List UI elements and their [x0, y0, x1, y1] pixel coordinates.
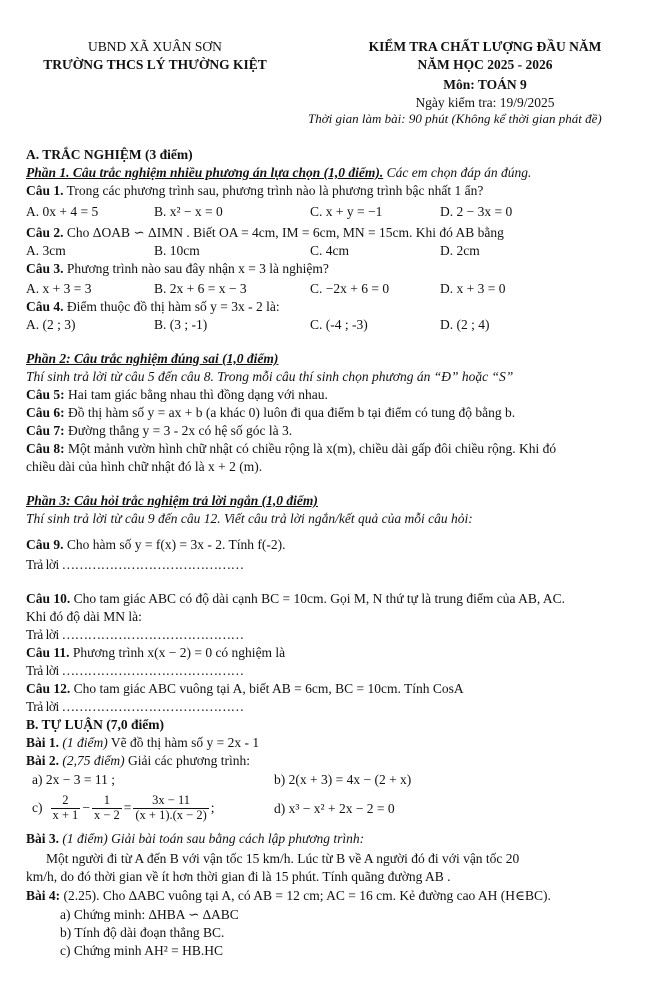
q3-option-a: A. x + 3 = 3 — [26, 281, 92, 296]
part-b-title: B. TỰ LUẬN (7,0 điểm) — [26, 717, 164, 732]
q5-label: Câu 5: — [26, 387, 65, 402]
school-year: NĂM HỌC 2025 - 2026 — [417, 57, 553, 72]
part3-title: Phần 3: Câu hỏi trắc nghiệm trả lời ngắn (1,0 điểm) — [26, 493, 318, 508]
b2-text: Giải các phương trình: — [124, 753, 251, 768]
q11-text: Phương trình x(x − 2) = 0 có nghiệm là — [69, 645, 286, 660]
b4-part-c: c) Chứng minh AH² = HB.HC — [60, 943, 223, 958]
q3-option-b: B. 2x + 6 = x − 3 — [154, 281, 247, 296]
q11-label: Câu 11. — [26, 645, 70, 660]
b3-text-1: Một người đi từ A đến B với vận tốc 15 km/h. Lúc từ B về A người đó đi với vận tốc 20 — [46, 851, 520, 866]
question-6 — [26, 406, 515, 420]
part1-heading — [26, 166, 531, 180]
part2-instruction: Thí sinh trả lời từ câu 5 đến câu 8. Trong mỗi câu thí sinh chọn phương án “Đ” hoặc “S” — [26, 369, 514, 384]
question-2 — [26, 226, 504, 240]
b4-part-b: b) Tính độ dài đoạn thẳng BC. — [60, 925, 225, 940]
school-name: TRƯỜNG THCS LÝ THƯỜNG KIỆT — [43, 57, 267, 72]
q7-label: Câu 7: — [26, 423, 65, 438]
exam-title: KIỂM TRA CHẤT LƯỢNG ĐẦU NĂM — [368, 39, 602, 54]
q12-label: Câu 12. — [26, 681, 71, 696]
fraction-1-num: 2 — [51, 794, 81, 808]
q3-option-d: D. x + 3 = 0 — [440, 281, 506, 296]
q2-label: Câu 2. — [26, 225, 64, 240]
q1-label: Câu 1. — [26, 183, 64, 198]
question-7 — [26, 424, 292, 438]
part2-title: Phần 2: Câu trắc nghiệm đúng sai (1,0 điểm) — [26, 351, 279, 366]
exam-date: Ngày kiểm tra: 19/9/2025 — [415, 95, 555, 110]
essay-4 — [26, 889, 551, 903]
q12-answer-line[interactable]: Trả lời …………………………………… — [26, 699, 244, 714]
b2-part-a: a) 2x − 3 = 11 ; — [32, 772, 115, 787]
q3-text: Phương trình nào sau đây nhận x = 3 là nghiệm? — [63, 261, 329, 276]
fraction-1 — [51, 794, 81, 821]
question-5 — [26, 388, 328, 402]
question-4 — [26, 300, 280, 314]
question-10 — [26, 592, 565, 606]
q8-text: Một mảnh vườn hình chữ nhật có chiều rộng là x(m), chiều dài gấp đôi chiều rộng. Khi đó — [64, 441, 557, 456]
q4-option-d: D. (2 ; 4) — [440, 317, 490, 332]
q4-option-b: B. (3 ; -1) — [154, 317, 208, 332]
question-8 — [26, 442, 556, 456]
part1-instruction: Các em chọn đáp án đúng. — [383, 165, 532, 180]
b3-score: (1 điểm) Giải bài toán sau bằng cách lập phương trình: — [59, 831, 365, 846]
q6-label: Câu 6: — [26, 405, 65, 420]
q1-option-a: A. 0x + 4 = 5 — [26, 204, 99, 219]
q7-text: Đường thẳng y = 3 - 2x có hệ số góc là 3. — [64, 423, 293, 438]
school-district: UBND XÃ XUÂN SƠN — [88, 39, 222, 54]
b2-score: (2,75 điểm) — [59, 753, 125, 768]
q2-option-d: D. 2cm — [440, 243, 480, 258]
q9-answer-line[interactable]: Trả lời …………………………………… — [26, 557, 244, 572]
q4-option-a: A. (2 ; 3) — [26, 317, 76, 332]
part3-instruction: Thí sinh trả lời từ câu 9 đến câu 12. Viết câu trả lời ngắn/kết quả của mỗi câu hỏi: — [26, 511, 473, 526]
question-3 — [26, 262, 329, 276]
part-a-title: A. TRẮC NGHIỆM (3 điểm) — [26, 147, 193, 162]
b3-text-2: km/h, do đó thời gian về ít hơn thời gian đi là 15 phút. Tính quãng đường AB . — [26, 869, 451, 884]
q3-option-c: C. −2x + 6 = 0 — [310, 281, 390, 296]
question-9 — [26, 538, 285, 552]
question-12 — [26, 682, 464, 696]
q8-label: Câu 8: — [26, 441, 65, 456]
b2-part-b: b) 2(x + 3) = 4x − (2 + x) — [274, 772, 412, 787]
question-1 — [26, 184, 483, 198]
q10-label: Câu 10. — [26, 591, 71, 606]
fraction-3 — [133, 794, 208, 821]
b1-label: Bài 1. — [26, 735, 60, 750]
q1-option-c: C. x + y = −1 — [310, 204, 383, 219]
q6-text: Đồ thị hàm số y = ax + b (a khác 0) luôn đi qua điểm b tại điểm có tung độ bằng b. — [64, 405, 516, 420]
subject: Môn: TOÁN 9 — [443, 77, 527, 92]
q10-answer-line[interactable]: Trả lời …………………………………… — [26, 627, 244, 642]
q10-text-continued: Khi đó độ dài MN là: — [26, 609, 142, 624]
q2-option-a: A. 3cm — [26, 243, 66, 258]
fraction-1-den: x + 1 — [52, 807, 79, 822]
q2-option-c: C. 4cm — [310, 243, 349, 258]
b1-score: (1 điểm) — [59, 735, 108, 750]
q2-text: Cho ΔOAB ∽ ΔIMN . Biết OA = 4cm, IM = 6cm, MN = 15cm. Khi đó AB bằng — [63, 225, 504, 240]
q3-label: Câu 3. — [26, 261, 64, 276]
b1-text: Vẽ đồ thị hàm số y = 2x - 1 — [107, 735, 260, 750]
fraction-3-den: (x + 1).(x − 2) — [135, 807, 207, 822]
fraction-3-num: 3x − 11 — [133, 794, 208, 808]
q5-text: Hai tam giác bằng nhau thì đồng dạng với nhau. — [64, 387, 328, 402]
part1-title: Phần 1. Câu trắc nghiệm nhiều phương án lựa chọn (1,0 điểm). — [26, 165, 384, 180]
q1-option-d: D. 2 − 3x = 0 — [440, 204, 513, 219]
q2-option-b: B. 10cm — [154, 243, 200, 258]
b4-text: (2.25). Cho ∆ABC vuông tại A, có AB = 12 cm; AC = 16 cm. Kẻ đường cao AH (H∈BC). — [60, 888, 551, 903]
b4-part-a: a) Chứng minh: ∆HBA ∽ ∆ABC — [60, 907, 239, 922]
q10-text: Cho tam giác ABC có độ dài cạnh BC = 10cm. Gọi M, N thứ tự là trung điểm của AB, AC. — [70, 591, 565, 606]
q11-answer-line[interactable]: Trả lời …………………………………… — [26, 663, 244, 678]
q1-option-b: B. x² − x = 0 — [154, 204, 223, 219]
q4-label: Câu 4. — [26, 299, 64, 314]
q1-text: Trong các phương trình sau, phương trình nào là phương trình bậc nhất 1 ẩn? — [63, 183, 484, 198]
q4-option-c: C. (-4 ; -3) — [310, 317, 368, 332]
fraction-2-num: 1 — [92, 794, 122, 808]
b2-label: Bài 2. — [26, 753, 60, 768]
fraction-2 — [92, 794, 122, 821]
essay-3 — [26, 832, 364, 846]
b2-part-d: d) x³ − x² + 2x − 2 = 0 — [274, 801, 395, 816]
q9-label: Câu 9. — [26, 537, 64, 552]
fraction-2-den: x − 2 — [93, 807, 120, 822]
essay-1 — [26, 736, 259, 750]
b4-label: Bài 4: — [26, 888, 61, 903]
question-11 — [26, 646, 285, 660]
q12-text: Cho tam giác ABC vuông tại A, biết AB = 6cm, BC = 10cm. Tính CosA — [70, 681, 464, 696]
essay-2 — [26, 754, 250, 768]
q4-text: Điểm thuộc đồ thị hàm số y = 3x - 2 là: — [63, 299, 280, 314]
b2-part-c: c) $\frac{2}{x + 1}$ − $\frac{1}{x - 2}$ = $\frac{3x - 11}{(x + 1).(x - 2)}$ ; — [32, 793, 215, 822]
b3-label: Bài 3. — [26, 831, 60, 846]
exam-duration: Thời gian làm bài: 90 phút (Không kể thời gian phát đề) — [308, 111, 602, 126]
q8-text-continued: chiều dài của hình chữ nhật đó là x + 2 (m). — [26, 459, 263, 474]
b2-c-label: c) — [32, 800, 43, 816]
q9-text: Cho hàm số y = f(x) = 3x - 2. Tính f(-2). — [63, 537, 286, 552]
